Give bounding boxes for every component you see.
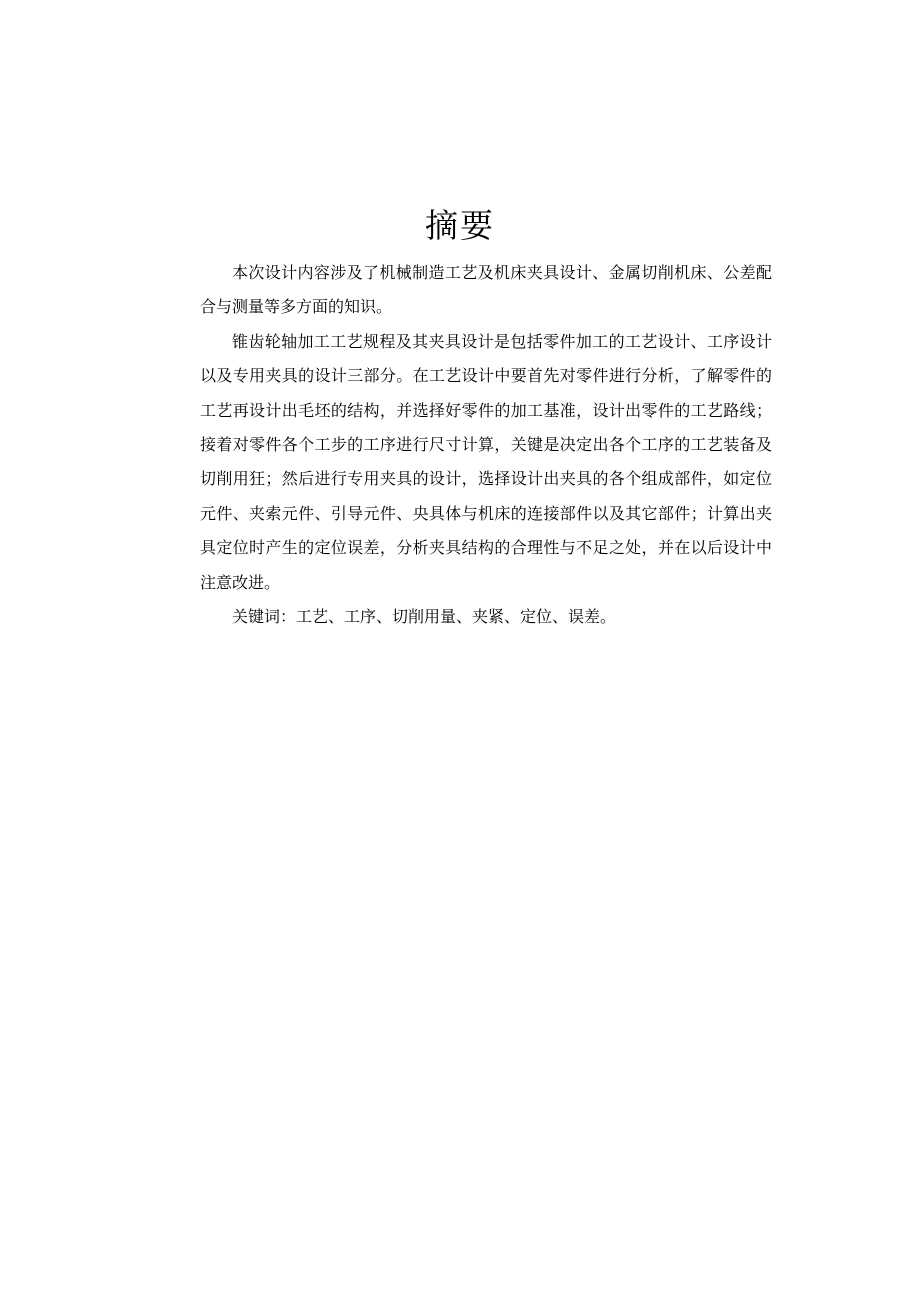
keywords-paragraph: 关键词：工艺、工序、切削用量、夹紧、定位、误差。 bbox=[232, 607, 617, 627]
page-title: 摘要 bbox=[425, 206, 495, 245]
abstract-paragraph-2: 锥齿轮轴加工工艺规程及其夹具设计是包括零件加工的工艺设计、工序设计以及专用夹具的设计三部分。在工艺设计中要首先对零件进行分析，了解零件的工艺再设计出毛坯的结构，并选择好零件的加工基准，设计出零件的工艺路线；接着对零件各个工步的工序进行尺寸计算，关键是决定出各个工序的工艺装备及切削用狂；然后进行专用夹具的设计，选择设计出夹具的各个组成部件，如定位元件、夹索元件、引导元件、央具体与机床的连接部件以及其它部件；计算出夹具定位时产生的定位误差，分析夹具结构的合理性与不足之处，并在以后设计中注意改进。 bbox=[200, 331, 772, 592]
abstract-paragraph-1: 本次设计内容涉及了机械制造工艺及机床夹具设计、金属切削机床、公差配合与测量等多方面的知识。 bbox=[200, 263, 772, 317]
abstract-body bbox=[200, 256, 772, 634]
